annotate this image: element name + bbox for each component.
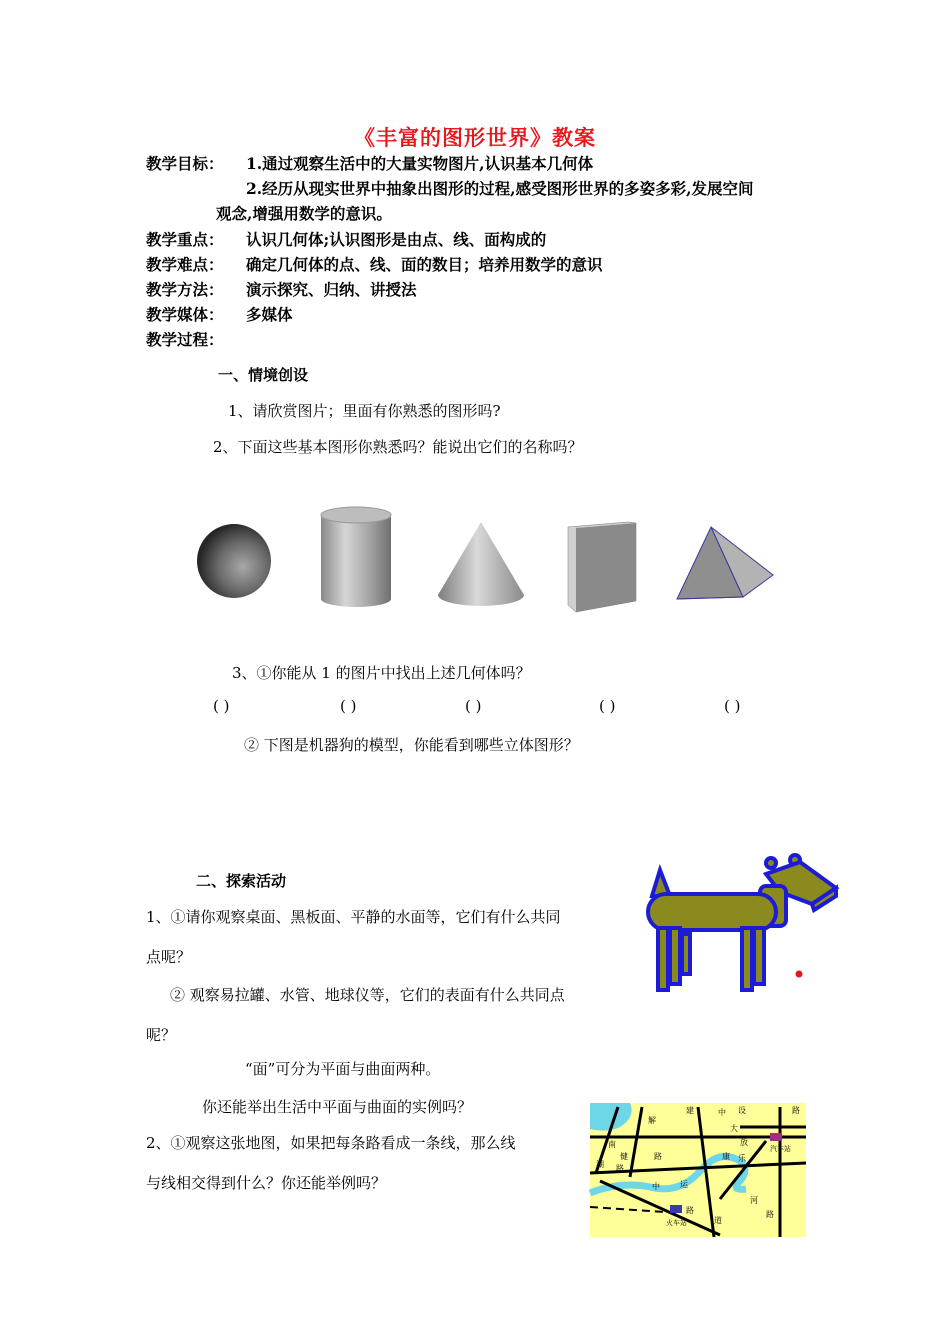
para-1a: 1、①请你观察桌面、黑板面、平静的水面等，它们有什么共同: [146, 908, 561, 926]
objectives-row: [146, 152, 593, 174]
map-label: 路: [616, 1164, 624, 1173]
map-label: 中: [718, 1108, 726, 1117]
section2-heading: 二、探索活动: [196, 872, 287, 890]
method-row: [146, 278, 417, 300]
para-1b: 点呢？: [146, 948, 192, 966]
difficulty-row: [146, 253, 603, 275]
pyramid-icon: [677, 527, 773, 599]
page-title: 《丰富的图形世界》教案: [354, 125, 596, 150]
bus-station-icon: [770, 1133, 782, 1141]
map-label: 健: [620, 1152, 628, 1161]
robot-dog-figure: [640, 852, 845, 1002]
para-5a: 2、①观察这张地图，如果把每条路看成一条线，那么线: [146, 1134, 516, 1152]
map-label: 建: [686, 1106, 694, 1115]
answer-blank-4[interactable]: ( ): [599, 697, 616, 715]
answer-blank-1[interactable]: ( ): [213, 697, 230, 715]
cone-icon: [438, 522, 524, 606]
map-label: 湖: [596, 1160, 604, 1169]
objectives-label: 教学目标：: [146, 154, 224, 173]
map-label: 南: [608, 1140, 616, 1149]
city-map-figure: [590, 1103, 806, 1237]
difficulty-text: 确定几何体的点、线、面的数目；培养用数学的意识: [246, 255, 603, 274]
objective-2a: 2.经历从现实世界中抽象出图形的过程,感受图形世界的多姿多彩,发展空间: [246, 179, 754, 198]
key-row: [146, 228, 546, 250]
answer-blank-2[interactable]: ( ): [340, 697, 357, 715]
map-label: 放: [740, 1138, 748, 1147]
question-2: 2、下面这些基本图形你熟悉吗？能说出它们的名称吗？: [213, 438, 583, 456]
key-label: 教学重点：: [146, 230, 224, 249]
question-3b: ② 下图是机器狗的模型，你能看到哪些立体图形？: [244, 736, 579, 754]
question-1: 1、请欣赏图片；里面有你熟悉的图形吗?: [228, 402, 501, 420]
map-label: 解: [648, 1116, 656, 1125]
media-row: [146, 303, 293, 325]
process-label: 教学过程：: [146, 330, 224, 349]
map-label: 路: [792, 1106, 800, 1115]
objective-1: 1.通过观察生活中的大量实物图片,认识基本几何体: [246, 154, 594, 173]
shapes-row: [190, 505, 780, 615]
map-label: 运: [680, 1180, 688, 1189]
map-label: 路: [654, 1152, 662, 1161]
map-label: 康: [722, 1152, 730, 1161]
para-2b: 呢？: [146, 1026, 177, 1044]
map-label: 中: [652, 1182, 660, 1191]
sphere-icon: [197, 524, 271, 598]
media-text: 多媒体: [246, 305, 293, 324]
para-3: “面”可分为平面与曲面两种。: [245, 1060, 441, 1078]
map-label: 路: [766, 1210, 774, 1219]
para-2a: ② 观察易拉罐、水管、地球仪等，它们的表面有什么共同点: [170, 986, 565, 1004]
map-label: 汽车站: [770, 1145, 791, 1153]
para-4: 你还能举出生活中平面与曲面的实例吗？: [202, 1098, 473, 1116]
cuboid-icon: [568, 522, 636, 612]
objective-2b: 观念,增强用数学的意识。: [216, 204, 392, 223]
difficulty-label: 教学难点：: [146, 255, 224, 274]
method-text: 演示探究、归纳、讲授法: [246, 280, 417, 299]
answer-blank-5[interactable]: ( ): [724, 697, 741, 715]
map-label: 河: [750, 1196, 758, 1205]
question-3: 3、①你能从 1 的图片中找出上述几何体吗？: [232, 664, 531, 682]
key-text: 认识几何体;认识图形是由点、线、面构成的: [246, 230, 547, 249]
media-label: 教学媒体：: [146, 305, 224, 324]
map-label: 大: [730, 1124, 738, 1133]
map-label: 火车站: [666, 1219, 687, 1227]
red-dot-icon: [796, 971, 803, 978]
method-label: 教学方法：: [146, 280, 224, 299]
map-label: 设: [738, 1106, 746, 1115]
map-label: 乐: [738, 1154, 746, 1163]
cylinder-icon: [321, 507, 391, 607]
map-label: 道: [714, 1216, 722, 1225]
section1-heading: 一、情境创设: [218, 366, 309, 384]
train-station-icon: [670, 1205, 682, 1213]
answer-blank-3[interactable]: ( ): [465, 697, 482, 715]
para-5b: 与线相交得到什么？你还能举例吗？: [146, 1174, 387, 1192]
map-label: 路: [686, 1206, 694, 1215]
